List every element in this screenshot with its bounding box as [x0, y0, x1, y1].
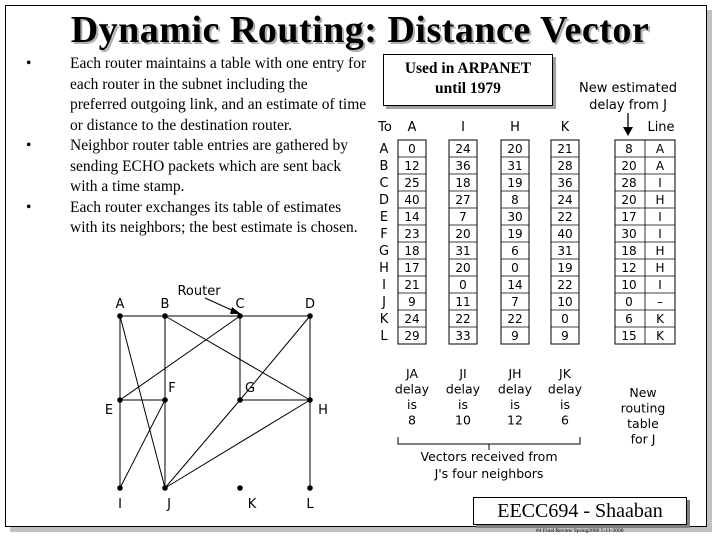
new-line-cell: K — [656, 329, 664, 343]
vector-cell: 17 — [404, 261, 420, 275]
network-link — [165, 316, 310, 400]
router-node — [237, 313, 243, 319]
new-delay-cell: 8 — [625, 142, 633, 156]
bullet-text: Each router maintains a table with one entry for each router in the subnet including the preferred outgoing link, and an estimate of time or distance to the destination router. — [70, 55, 367, 134]
vector-cell: 31 — [455, 244, 471, 258]
destination-label: J — [382, 295, 386, 310]
bullet-text: Neighbor router table entries are gathered by sending ECHO packets which are sent back with a time stamp. — [70, 137, 349, 195]
new-delay-cell: 30 — [621, 227, 637, 241]
vector-cell: 7 — [511, 295, 519, 309]
node-label: L — [306, 497, 314, 512]
delay-label: JK — [559, 366, 571, 381]
destination-label: E — [379, 210, 389, 225]
new-estimate-header: delay from J — [589, 98, 667, 113]
delay-label: is — [407, 397, 417, 412]
vector-cell: 29 — [404, 329, 420, 343]
new-line-cell: I — [658, 210, 662, 224]
vector-cell: 18 — [455, 176, 471, 190]
destination-label: C — [379, 176, 389, 191]
new-line-cell: H — [655, 244, 665, 258]
router-node — [162, 485, 168, 491]
new-delay-cell: 20 — [621, 159, 637, 173]
vector-cell: 21 — [557, 142, 573, 156]
new-delay-cell: 15 — [621, 329, 637, 343]
vector-cell: 25 — [404, 176, 420, 190]
node-label: K — [247, 497, 257, 512]
delay-label: JA — [405, 366, 419, 381]
vector-cell: 40 — [557, 227, 573, 241]
router-node — [307, 313, 313, 319]
destination-label: H — [379, 261, 389, 276]
bullet-symbol: • — [26, 137, 32, 154]
delay-label: delay — [445, 381, 481, 397]
vector-cell: 0 — [561, 312, 569, 326]
new-line-cell: A — [655, 159, 665, 173]
vector-cell: 19 — [557, 261, 573, 275]
delay-label: 8 — [408, 412, 416, 428]
vector-cell: 20 — [455, 227, 471, 241]
router-node — [117, 397, 123, 403]
arpanet-line: Used in ARPANET — [404, 60, 532, 77]
vector-cell: 9 — [561, 329, 569, 343]
new-delay-cell: 20 — [621, 193, 637, 207]
vector-cell: 40 — [404, 193, 420, 207]
node-label: D — [304, 297, 316, 312]
network-link — [120, 400, 165, 488]
node-label: I — [118, 497, 122, 512]
node-label: J — [167, 497, 171, 512]
router-node — [162, 313, 168, 319]
new-estimate-header: New estimated — [579, 81, 677, 96]
router-node — [237, 397, 243, 403]
delay-label: is — [560, 397, 570, 412]
new-delay-cell: 28 — [621, 176, 637, 190]
delay-label: 12 — [507, 412, 523, 428]
router-node — [117, 313, 123, 319]
router-node — [307, 485, 313, 491]
vector-cell: 9 — [511, 329, 519, 343]
vectors-caption: J's four neighbors — [434, 466, 544, 481]
new-line-cell: – — [657, 295, 663, 309]
vector-cell: 12 — [404, 159, 420, 173]
vector-cell: 0 — [459, 278, 467, 292]
vector-cell: 22 — [557, 278, 573, 292]
destination-label: G — [378, 244, 390, 259]
new-line-cell: A — [655, 142, 665, 156]
vector-cell: 28 — [557, 159, 573, 173]
new-delay-cell: 10 — [621, 278, 637, 292]
vector-cell: 19 — [507, 227, 523, 241]
vector-cell: 0 — [511, 261, 519, 275]
new-line-cell: H — [655, 261, 665, 275]
node-label: C — [235, 297, 245, 312]
router-node — [117, 485, 123, 491]
delay-label: delay — [497, 381, 533, 397]
vector-cell: 18 — [404, 244, 420, 258]
new-line-cell: I — [658, 278, 662, 292]
vector-cell: 36 — [557, 176, 573, 190]
to-header: To — [378, 120, 392, 135]
footer-small-text: #4 Final Review Spring2000 5-11-2000 — [536, 528, 624, 534]
new-table-caption: routing — [620, 400, 666, 416]
new-line-cell: K — [656, 312, 664, 326]
node-label: B — [160, 297, 170, 312]
delay-label: is — [510, 397, 520, 412]
vector-cell: 24 — [455, 142, 471, 156]
destination-label: I — [382, 278, 386, 293]
vector-cell: 14 — [404, 210, 420, 224]
vector-cell: 24 — [404, 312, 420, 326]
new-delay-cell: 0 — [625, 295, 633, 309]
vector-cell: 0 — [408, 142, 416, 156]
new-line-cell: H — [655, 193, 665, 207]
vectors-bracket — [398, 437, 580, 444]
vector-cell: 11 — [455, 295, 471, 309]
vector-cell: 22 — [455, 312, 471, 326]
delay-label: JH — [508, 366, 522, 381]
vector-cell: 20 — [455, 261, 471, 275]
delay-label: 10 — [455, 412, 471, 428]
vector-cell: 20 — [507, 142, 523, 156]
node-label: E — [104, 403, 114, 418]
destination-label: B — [379, 159, 389, 174]
destination-label: F — [380, 227, 388, 242]
new-line-cell: I — [658, 176, 662, 190]
node-label: A — [115, 297, 125, 312]
delay-label: is — [458, 397, 468, 412]
delay-label: delay — [394, 381, 430, 397]
network-link — [165, 400, 240, 488]
network-link — [120, 316, 240, 400]
vector-cell: 31 — [557, 244, 573, 258]
node-label: F — [168, 381, 176, 396]
vector-cell: 19 — [507, 176, 523, 190]
vector-cell: 33 — [455, 329, 471, 343]
destination-label: D — [378, 193, 390, 208]
new-delay-cell: 17 — [621, 210, 637, 224]
new-table-caption: New — [629, 385, 657, 400]
vectors-caption: Vectors received from — [420, 449, 558, 464]
router-callout: Router — [177, 284, 221, 299]
course-footer: EECC694 - Shaaban — [473, 497, 687, 525]
vector-cell: 14 — [507, 278, 523, 292]
neighbor-header: H — [510, 120, 520, 135]
new-delay-cell: 12 — [621, 261, 637, 275]
new-table-caption: for J — [630, 431, 656, 447]
vector-cell: 8 — [511, 193, 519, 207]
node-label: H — [318, 403, 328, 418]
vector-cell: 23 — [404, 227, 420, 241]
new-line-cell: I — [658, 227, 662, 241]
network-link — [165, 400, 310, 488]
vector-cell: 6 — [511, 244, 519, 258]
bullet-symbol: • — [26, 55, 32, 72]
bullet-symbol: • — [26, 198, 32, 216]
new-delay-cell: 18 — [621, 244, 637, 258]
delay-label: JI — [459, 366, 467, 381]
vector-cell: 22 — [507, 312, 523, 326]
neighbor-header: I — [461, 120, 465, 135]
vector-cell: 22 — [557, 210, 573, 224]
router-node — [237, 485, 243, 491]
vector-cell: 30 — [507, 210, 523, 224]
vector-cell: 31 — [507, 159, 523, 173]
vector-cell: 10 — [557, 295, 573, 309]
router-node — [307, 397, 313, 403]
destination-label: A — [379, 142, 389, 157]
vector-cell: 21 — [404, 278, 420, 292]
new-delay-cell: 6 — [625, 312, 633, 326]
vector-cell: 9 — [408, 295, 416, 309]
new-table-caption: table — [627, 416, 659, 431]
vector-cell: 24 — [557, 193, 573, 207]
bullet-text: Each router exchanges its table of estimates with its neighbors; the best estimate is chosen. — [70, 198, 358, 236]
delay-label: delay — [547, 381, 583, 397]
network-link — [120, 316, 165, 488]
destination-label: K — [379, 312, 389, 327]
slide-title: Dynamic Routing: Distance Vector — [70, 9, 650, 51]
vector-cell: 7 — [459, 210, 467, 224]
pointer-arrow-head — [623, 127, 633, 136]
vector-cell: 36 — [455, 159, 471, 173]
neighbor-header: K — [560, 120, 570, 135]
arpanet-line: until 1979 — [435, 80, 501, 97]
neighbor-header: A — [407, 120, 417, 135]
line-header: Line — [647, 120, 675, 135]
node-label: G — [244, 381, 256, 396]
delay-label: 6 — [561, 412, 569, 428]
vector-cell: 27 — [455, 193, 471, 207]
router-node — [162, 397, 168, 403]
destination-label: L — [380, 329, 388, 344]
